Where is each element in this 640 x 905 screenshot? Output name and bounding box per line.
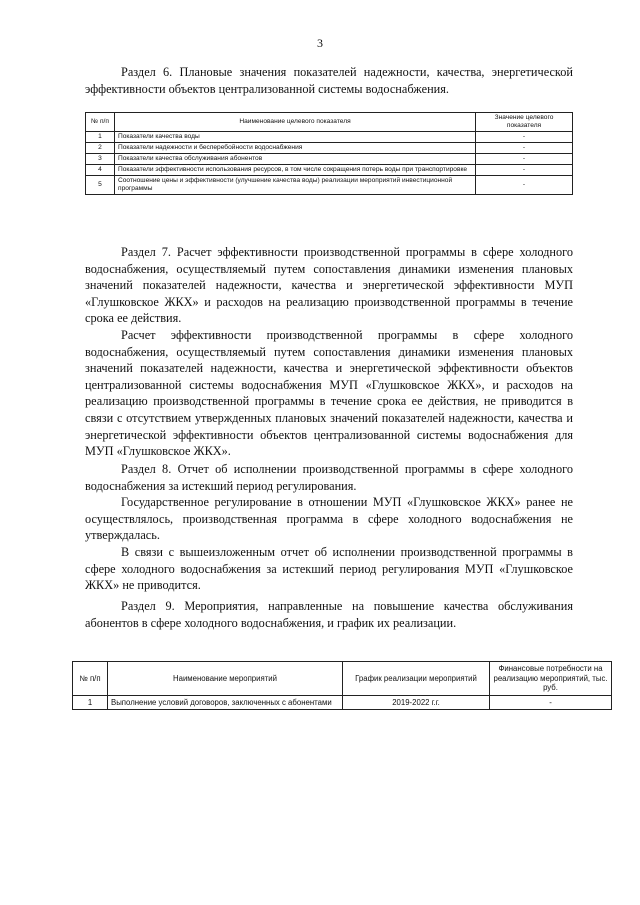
section-8-heading: Раздел 8. Отчет об исполнении производственной программы в сфере холодного водоснабжения за истекший период регулирования.	[85, 462, 573, 493]
table-row	[73, 695, 612, 710]
section-9-heading: Раздел 9. Мероприятия, направленные на повышение качества обслуживания абонентов в сфере холодного водоснабжения, и график их реализации.	[85, 599, 573, 630]
section-8-paragraph-2: В связи с вышеизложенным отчет об исполнении производственной программы в сфере холодного водоснабжения за истекший период регулирования МУП «Глушковское ЖКХ» не приводится.	[85, 544, 573, 593]
table-header-row	[73, 662, 612, 696]
measure-cost: -	[490, 695, 612, 710]
row-number: 2	[86, 143, 115, 154]
table-row	[86, 176, 573, 195]
section-9	[85, 598, 573, 631]
row-number: 1	[86, 132, 115, 143]
measure-name: Выполнение условий договоров, заключенных с абонентами	[108, 695, 343, 710]
indicator-name: Показатели качества воды	[115, 132, 476, 143]
target-indicators-table	[85, 112, 573, 195]
header-cell: № п/п	[73, 662, 108, 696]
indicator-name: Показатели эффективности использования ресурсов, в том числе сокращения потерь воды при транспортировке	[115, 165, 476, 176]
header-cell: Значение целевого показателя	[476, 113, 573, 132]
section-6	[85, 64, 573, 97]
measures-table	[72, 661, 612, 710]
row-number: 1	[73, 695, 108, 710]
header-cell: Наименование мероприятий	[108, 662, 343, 696]
table-row	[86, 165, 573, 176]
indicator-value: -	[476, 176, 573, 195]
row-number: 3	[86, 154, 115, 165]
indicator-value: -	[476, 143, 573, 154]
header-cell: Финансовые потребности на реализацию мероприятий, тыс. руб.	[490, 662, 612, 696]
section-8-paragraph-1: Государственное регулирование в отношении МУП «Глушковское ЖКХ» ранее не осуществлялось, производственная программа в сфере холодного водоснабжения не утверждалась.	[85, 495, 573, 543]
section-7	[85, 244, 573, 460]
table-row	[86, 132, 573, 143]
indicator-name: Показатели надежности и бесперебойности водоснабжения	[115, 143, 476, 154]
table-row	[86, 143, 573, 154]
row-number: 5	[86, 176, 115, 195]
indicator-value: -	[476, 132, 573, 143]
row-number: 4	[86, 165, 115, 176]
indicator-value: -	[476, 154, 573, 165]
table-row	[86, 154, 573, 165]
header-cell: Наименование целевого показателя	[115, 113, 476, 132]
section-7-heading: Раздел 7. Расчет эффективности производственной программы в сфере холодного водоснабжения, осуществляемый путем сопоставления динамики изменения плановых значений показателей надежности, качества и энергетической эффективности МУП «Глушковское ЖКХ» и расходов на реализацию производственной программы в течение срока ее действия.	[85, 245, 573, 326]
table-header-row	[86, 113, 573, 132]
section-6-heading: Раздел 6. Плановые значения показателей надежности, качества, энергетической эффективности объектов централизованной системы водоснабжения.	[85, 65, 573, 96]
indicator-name: Показатели качества обслуживания абонентов	[115, 154, 476, 165]
measure-schedule: 2019-2022 г.г.	[343, 695, 490, 710]
section-8	[85, 461, 573, 594]
page-number: 3	[317, 36, 323, 50]
section-7-body: Расчет эффективности производственной программы в сфере холодного водоснабжения, осуществляемый путем сопоставления динамики изменения плановых значений показателей надежности, качества и энергетической эффективности объектов централизованной системы водоснабжения МУП «Глушковское ЖКХ», и расходов на реализацию производственной программы в течение срока ее действия, не приводится в связи с отсутствием утвержденных плановых значений показателей надежности, качества и энергетической эффективности объектов централизованной системы водоснабжения для МУП «Глушковское ЖКХ».	[85, 327, 573, 459]
header-cell: График реализации мероприятий	[343, 662, 490, 696]
header-cell: № п/п	[86, 113, 115, 132]
indicator-value: -	[476, 165, 573, 176]
indicator-name: Соотношение цены и эффективности (улучшение качества воды) реализации мероприятий инвестиционной программы	[115, 176, 476, 195]
